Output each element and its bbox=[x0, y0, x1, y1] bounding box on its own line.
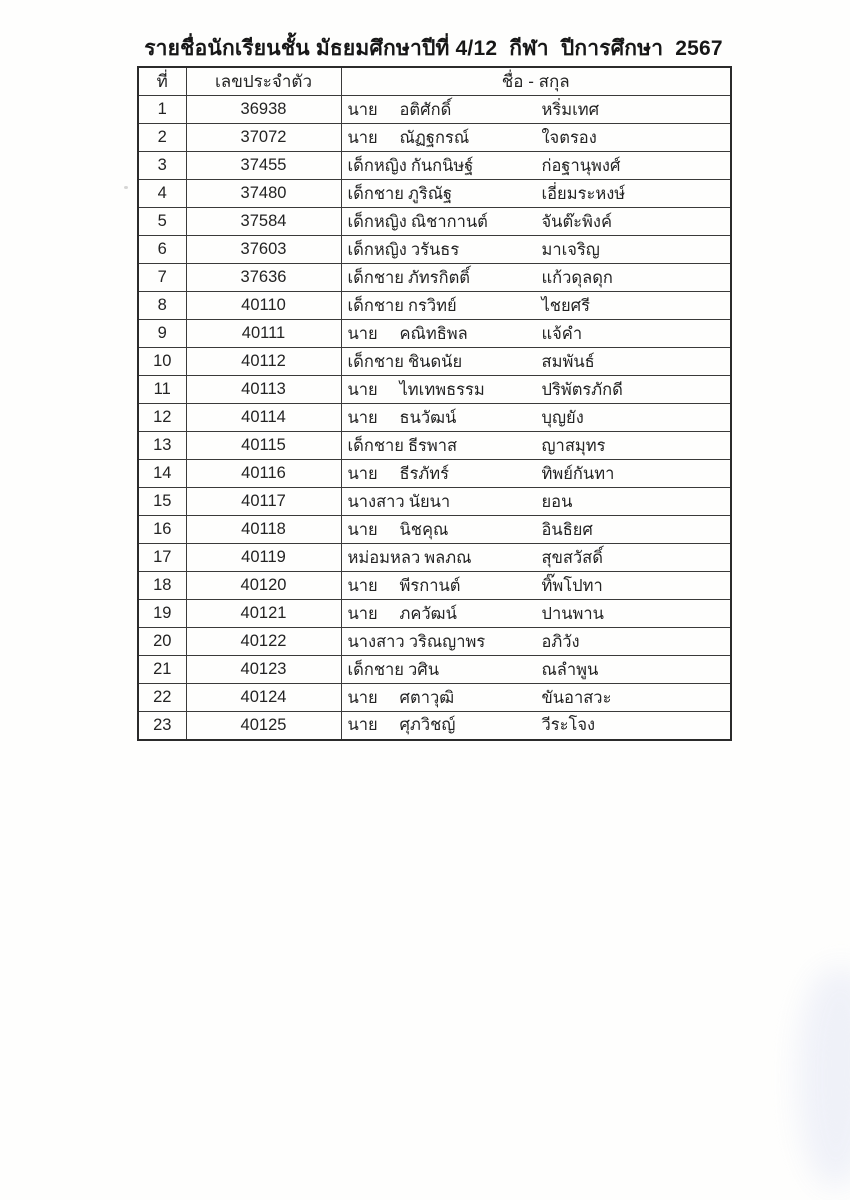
last-name: สมพันธ์ bbox=[541, 352, 595, 371]
name-prefix: เด็กชาย bbox=[347, 268, 404, 287]
table-row bbox=[138, 348, 731, 376]
name-cell bbox=[341, 684, 731, 712]
name-prefix: นาย bbox=[347, 128, 378, 147]
name-wrap bbox=[348, 180, 731, 207]
student-id-cell: 37480 bbox=[186, 180, 341, 208]
table-row bbox=[138, 376, 731, 404]
last-name: ขันอาสวะ bbox=[541, 688, 612, 707]
name-prefix: นาย bbox=[347, 464, 378, 483]
student-id-cell: 37072 bbox=[186, 124, 341, 152]
student-id-cell: 37455 bbox=[186, 152, 341, 180]
first-name: ณิชากานต์ bbox=[410, 212, 488, 231]
name-wrap bbox=[348, 404, 731, 431]
name-wrap bbox=[348, 432, 731, 459]
name-cell bbox=[341, 572, 731, 600]
name-cell bbox=[341, 320, 731, 348]
table-row bbox=[138, 96, 731, 124]
table-row bbox=[138, 152, 731, 180]
table-row bbox=[138, 628, 731, 656]
table-row bbox=[138, 236, 731, 264]
name-prefix: นาย bbox=[347, 380, 378, 399]
name-prefix: เด็กชาย bbox=[347, 660, 404, 679]
first-name: ธนวัฒน์ bbox=[399, 408, 457, 427]
row-number-cell: 22 bbox=[138, 684, 186, 712]
header-name-surname: ชื่อ - สกุล bbox=[341, 67, 731, 96]
name-wrap bbox=[348, 152, 731, 179]
student-id-cell: 40111 bbox=[186, 320, 341, 348]
table-row bbox=[138, 208, 731, 236]
name-prefix: นางสาว bbox=[347, 632, 405, 651]
student-id-cell: 40125 bbox=[186, 712, 341, 740]
table-row bbox=[138, 404, 731, 432]
student-id-cell: 40110 bbox=[186, 292, 341, 320]
name-prefix: นาย bbox=[347, 716, 378, 735]
name-wrap bbox=[348, 264, 731, 291]
last-name: หริ่มเทศ bbox=[541, 100, 600, 119]
name-wrap bbox=[348, 684, 731, 711]
table-row bbox=[138, 264, 731, 292]
first-name: วรันธร bbox=[410, 240, 460, 259]
header-number: ที่ bbox=[138, 67, 186, 96]
last-name: ไชยศรี bbox=[541, 296, 591, 315]
name-prefix: นาย bbox=[347, 100, 378, 119]
last-name: จันต๊ะพิงค์ bbox=[541, 212, 612, 231]
student-id-cell: 40122 bbox=[186, 628, 341, 656]
row-number-cell: 17 bbox=[138, 544, 186, 572]
name-prefix: นางสาว bbox=[347, 492, 405, 511]
first-name: ภูริณัฐ bbox=[407, 184, 453, 203]
name-prefix: หม่อมหลว bbox=[347, 548, 421, 567]
last-name: ณลำพูน bbox=[541, 660, 599, 679]
table-row bbox=[138, 124, 731, 152]
name-wrap bbox=[348, 516, 731, 543]
row-number-cell: 19 bbox=[138, 600, 186, 628]
first-name: ภัทรกิตติ์ bbox=[407, 268, 471, 287]
name-wrap bbox=[348, 124, 731, 151]
name-prefix: นาย bbox=[347, 408, 378, 427]
name-cell bbox=[341, 488, 731, 516]
name-wrap bbox=[348, 488, 731, 515]
row-number-cell: 14 bbox=[138, 460, 186, 488]
scan-smudge-artifact bbox=[798, 968, 850, 1188]
last-name: ปริพัตรภักดี bbox=[541, 380, 623, 399]
row-number-cell: 15 bbox=[138, 488, 186, 516]
last-name: ปานพาน bbox=[541, 604, 604, 623]
name-wrap bbox=[348, 236, 731, 263]
name-cell bbox=[341, 180, 731, 208]
first-name: คณิทธิพล bbox=[399, 324, 468, 343]
row-number-cell: 21 bbox=[138, 656, 186, 684]
row-number-cell: 16 bbox=[138, 516, 186, 544]
student-id-cell: 40123 bbox=[186, 656, 341, 684]
name-cell bbox=[341, 432, 731, 460]
name-wrap bbox=[348, 348, 731, 375]
first-name: ชินดนัย bbox=[407, 352, 463, 371]
last-name: แจ้คำ bbox=[541, 324, 583, 343]
name-prefix: นาย bbox=[347, 604, 378, 623]
name-prefix: นาย bbox=[347, 520, 378, 539]
name-prefix: เด็กชาย bbox=[347, 352, 404, 371]
name-wrap bbox=[348, 712, 731, 739]
last-name: ใจตรอง bbox=[541, 128, 597, 147]
row-number-cell: 8 bbox=[138, 292, 186, 320]
name-prefix: เด็กชาย bbox=[347, 296, 404, 315]
student-id-cell: 37636 bbox=[186, 264, 341, 292]
table-row bbox=[138, 600, 731, 628]
header-row bbox=[138, 67, 731, 96]
name-prefix: เด็กชาย bbox=[347, 184, 404, 203]
table-row bbox=[138, 460, 731, 488]
name-cell bbox=[341, 544, 731, 572]
last-name: วีระโจง bbox=[541, 716, 596, 735]
last-name: ทิ๊พโปทา bbox=[541, 576, 603, 595]
student-roster-table bbox=[137, 66, 732, 741]
header-student-id: เลขประจำตัว bbox=[186, 67, 341, 96]
first-name: ศุภวิชญ์ bbox=[399, 716, 456, 735]
row-number-cell: 9 bbox=[138, 320, 186, 348]
name-prefix: เด็กชาย bbox=[347, 436, 404, 455]
name-wrap bbox=[348, 208, 731, 235]
student-id-cell: 36938 bbox=[186, 96, 341, 124]
name-wrap bbox=[348, 96, 731, 123]
last-name: อภิวัง bbox=[541, 632, 580, 651]
last-name: ทิพย์กันทา bbox=[541, 464, 615, 483]
student-id-cell: 40118 bbox=[186, 516, 341, 544]
name-cell bbox=[341, 460, 731, 488]
name-wrap bbox=[348, 628, 731, 655]
first-name: นัยนา bbox=[408, 492, 451, 511]
table-row bbox=[138, 516, 731, 544]
name-wrap bbox=[348, 600, 731, 627]
name-wrap bbox=[348, 376, 731, 403]
row-number-cell: 20 bbox=[138, 628, 186, 656]
row-number-cell: 1 bbox=[138, 96, 186, 124]
table-row bbox=[138, 572, 731, 600]
name-cell bbox=[341, 264, 731, 292]
student-id-cell: 40124 bbox=[186, 684, 341, 712]
first-name: พีรกานต์ bbox=[399, 576, 461, 595]
name-cell bbox=[341, 712, 731, 740]
student-id-cell: 40114 bbox=[186, 404, 341, 432]
row-number-cell: 23 bbox=[138, 712, 186, 740]
table-header bbox=[138, 67, 731, 96]
student-id-cell: 40117 bbox=[186, 488, 341, 516]
first-name: วศิน bbox=[407, 660, 440, 679]
student-id-cell: 40115 bbox=[186, 432, 341, 460]
row-number-cell: 7 bbox=[138, 264, 186, 292]
name-prefix: นาย bbox=[347, 324, 378, 343]
first-name: นิชคุณ bbox=[399, 520, 449, 539]
first-name: ไทเทพธรรม bbox=[399, 380, 485, 399]
first-name: พลภณ bbox=[424, 548, 472, 567]
first-name: ธีรพาส bbox=[407, 436, 458, 455]
table-row bbox=[138, 320, 731, 348]
student-id-cell: 37584 bbox=[186, 208, 341, 236]
table-row bbox=[138, 180, 731, 208]
row-number-cell: 6 bbox=[138, 236, 186, 264]
name-cell bbox=[341, 124, 731, 152]
student-id-cell: 40112 bbox=[186, 348, 341, 376]
name-wrap bbox=[348, 292, 731, 319]
name-cell bbox=[341, 348, 731, 376]
name-wrap bbox=[348, 656, 731, 683]
last-name: ก่อฐานุพงศ์ bbox=[541, 156, 621, 175]
scan-speck-artifact bbox=[124, 186, 128, 189]
table-row bbox=[138, 544, 731, 572]
name-cell bbox=[341, 292, 731, 320]
name-cell bbox=[341, 152, 731, 180]
row-number-cell: 18 bbox=[138, 572, 186, 600]
student-id-cell: 37603 bbox=[186, 236, 341, 264]
row-number-cell: 10 bbox=[138, 348, 186, 376]
first-name: ธีรภัทร์ bbox=[399, 464, 450, 483]
table-row bbox=[138, 712, 731, 740]
last-name: ญาสมุทร bbox=[541, 436, 606, 455]
table-row bbox=[138, 488, 731, 516]
name-cell bbox=[341, 236, 731, 264]
last-name: แก้วดุลดุก bbox=[541, 268, 613, 287]
name-cell bbox=[341, 208, 731, 236]
name-prefix: เด็กหญิง bbox=[347, 240, 407, 259]
row-number-cell: 2 bbox=[138, 124, 186, 152]
student-id-cell: 40113 bbox=[186, 376, 341, 404]
first-name: ภควัฒน์ bbox=[399, 604, 457, 623]
name-cell bbox=[341, 628, 731, 656]
name-cell bbox=[341, 516, 731, 544]
table-row bbox=[138, 292, 731, 320]
last-name: เอี่ยมระหงษ์ bbox=[541, 184, 626, 203]
row-number-cell: 3 bbox=[138, 152, 186, 180]
last-name: บุญยัง bbox=[541, 408, 584, 427]
student-id-cell: 40121 bbox=[186, 600, 341, 628]
table-row bbox=[138, 684, 731, 712]
name-prefix: เด็กหญิง bbox=[347, 156, 407, 175]
first-name: ณัฏฐกรณ์ bbox=[399, 128, 470, 147]
name-cell bbox=[341, 376, 731, 404]
name-wrap bbox=[348, 460, 731, 487]
name-cell bbox=[341, 404, 731, 432]
row-number-cell: 5 bbox=[138, 208, 186, 236]
first-name: อติศักดิ์ bbox=[399, 100, 452, 119]
student-id-cell: 40120 bbox=[186, 572, 341, 600]
row-number-cell: 11 bbox=[138, 376, 186, 404]
first-name: ศตาวุฒิ bbox=[399, 688, 455, 707]
last-name: ยอน bbox=[541, 492, 573, 511]
student-id-cell: 40119 bbox=[186, 544, 341, 572]
last-name: อินธิยศ bbox=[541, 520, 593, 539]
name-prefix: นาย bbox=[347, 576, 378, 595]
name-cell bbox=[341, 96, 731, 124]
name-wrap bbox=[348, 320, 731, 347]
row-number-cell: 13 bbox=[138, 432, 186, 460]
name-wrap bbox=[348, 572, 731, 599]
row-number-cell: 12 bbox=[138, 404, 186, 432]
name-wrap bbox=[348, 544, 731, 571]
student-id-cell: 40116 bbox=[186, 460, 341, 488]
name-cell bbox=[341, 656, 731, 684]
first-name: วริณญาพร bbox=[408, 632, 486, 651]
row-number-cell: 4 bbox=[138, 180, 186, 208]
table-row bbox=[138, 656, 731, 684]
page-title: รายชื่อนักเรียนชั้น มัธยมศึกษาปีที่ 4/12 กีฬา ปีการศึกษา 2567 bbox=[144, 37, 723, 60]
name-prefix: เด็กหญิง bbox=[347, 212, 407, 231]
student-table-body bbox=[138, 96, 731, 740]
first-name: กันกนิษฐ์ bbox=[410, 156, 474, 175]
name-cell bbox=[341, 600, 731, 628]
table-row bbox=[138, 432, 731, 460]
last-name: มาเจริญ bbox=[541, 240, 600, 259]
last-name: สุขสวัสดิ์ bbox=[541, 548, 603, 567]
first-name: กรวิทย์ bbox=[407, 296, 457, 315]
name-prefix: นาย bbox=[347, 688, 378, 707]
